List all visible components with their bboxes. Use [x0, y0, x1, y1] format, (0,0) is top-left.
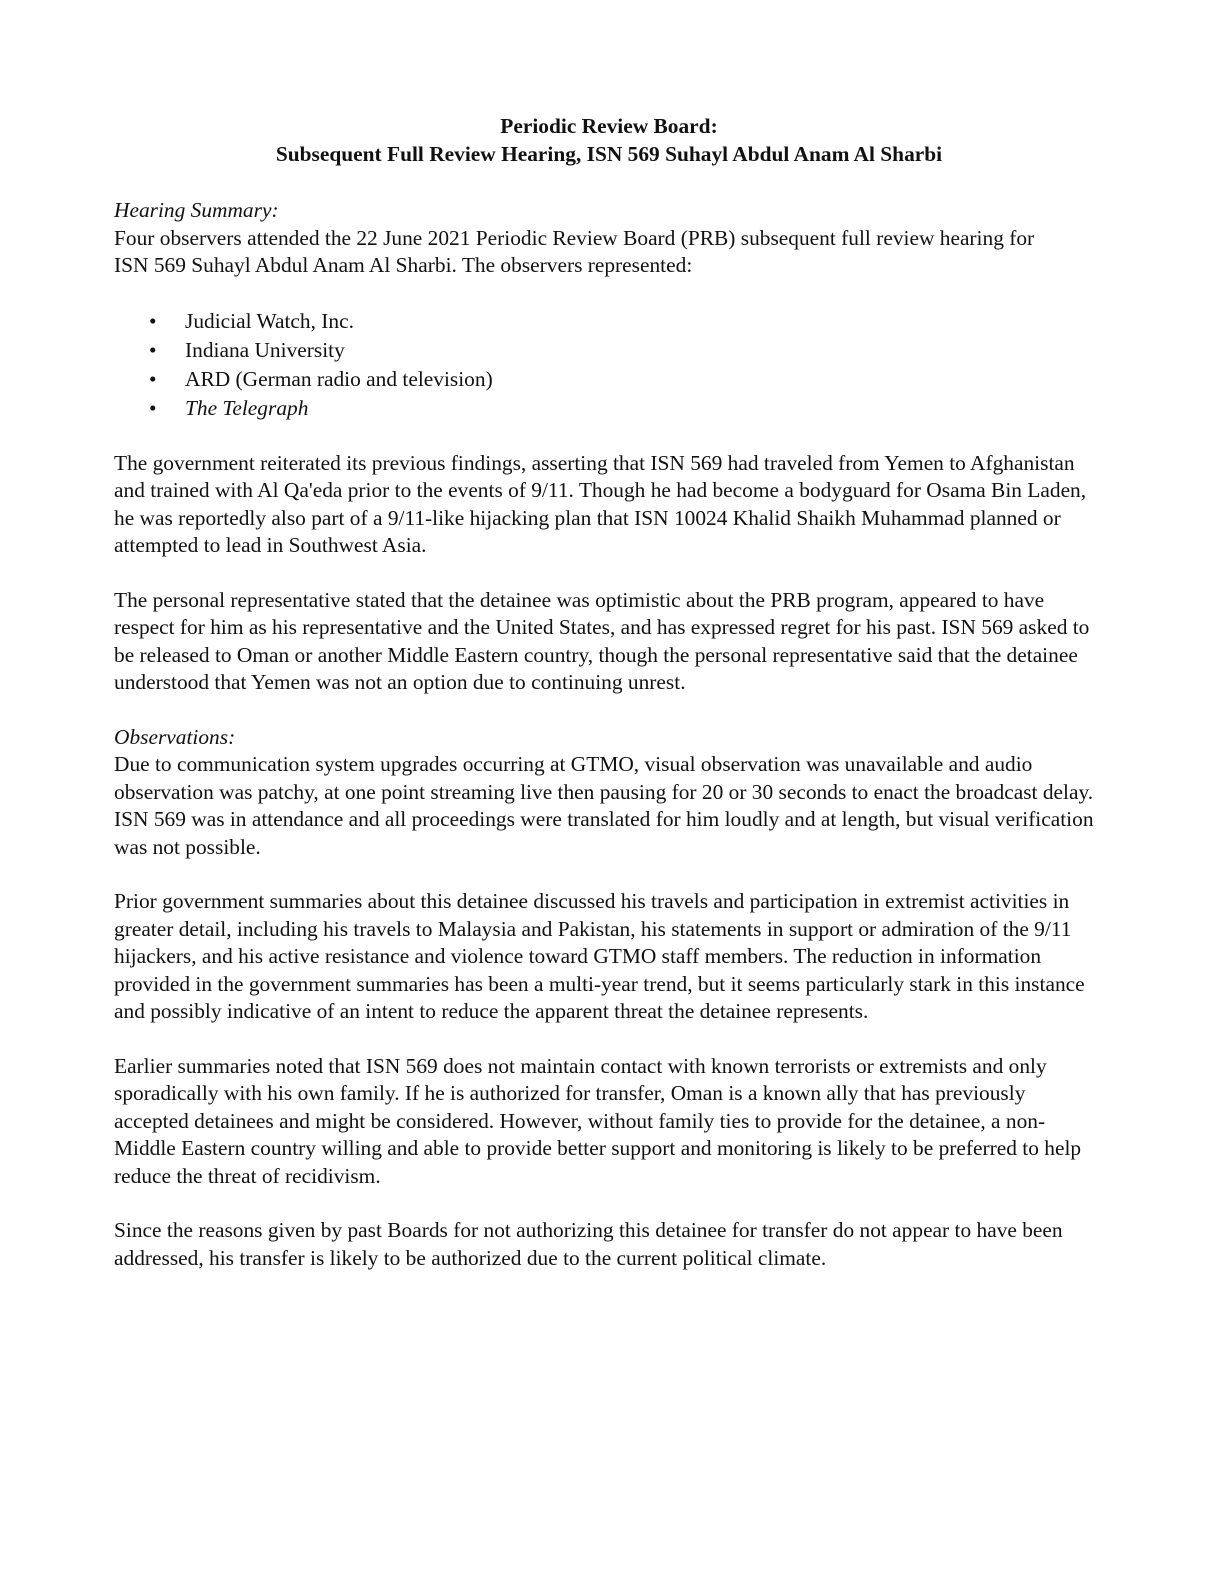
paragraph-personal-representative: The personal representative stated that the detainee was optimistic about the PRB program, appeared to have respect for him as his representative and the United States, and has expressed regret for his past. ISN 569 asked to be released to Oman or another Middle Eastern country, though the personal representative said that the detainee understood that Yemen was not an option due to continuing unrest. [114, 587, 1090, 694]
spacer [114, 423, 1104, 450]
list-item [114, 307, 1104, 336]
observations-label: Observations: [114, 724, 236, 749]
spacer [114, 1026, 1104, 1053]
list-item [114, 394, 1104, 423]
paragraph-earlier-summaries: Earlier summaries noted that ISN 569 does not maintain contact with known terrorists or extremists and only sporadically with his own family. If he is authorized for transfer, Oman is a known ally that has previously accepted detainees and might be considered. However, without family ties to provide for the detainee, a non-Middle Eastern country willing and able to provide better support and monitoring is likely to be preferred to help reduce the threat of recidivism. [114, 1053, 1082, 1188]
spacer [114, 861, 1104, 888]
observer-name: Judicial Watch, Inc. [185, 308, 354, 333]
list-item [114, 365, 1104, 394]
observer-name: The Telegraph [185, 395, 309, 420]
document-title [114, 113, 1104, 168]
spacer [114, 697, 1104, 724]
observations-section [114, 724, 1104, 1273]
title-line-1: Periodic Review Board: [500, 114, 718, 138]
hearing-summary-section [114, 197, 1104, 697]
paragraph-conclusion: Since the reasons given by past Boards for not authorizing this detainee for transfer do not appear to have been addressed, his transfer is likely to be authorized due to the current political climate. [114, 1218, 1063, 1270]
hearing-summary-label: Hearing Summary: [114, 198, 279, 222]
bullet-icon: • [149, 308, 157, 333]
bullet-icon: • [149, 337, 157, 362]
hearing-summary-intro: Four observers attended the 22 June 2021 Periodic Review Board (PRB) subsequent full review hearing for ISN 569 Suhayl Abdul Anam Al Sharbi. The observers represented: [114, 225, 1035, 277]
observer-name: Indiana University [185, 337, 345, 362]
observer-name: ARD (German radio and television) [185, 366, 493, 391]
bullet-icon: • [149, 366, 157, 391]
spacer [114, 168, 1104, 197]
bullet-icon: • [149, 395, 157, 420]
title-line-2: Subsequent Full Review Hearing, ISN 569 Suhayl Abdul Anam Al Sharbi [275, 141, 943, 166]
list-item [114, 336, 1104, 365]
spacer [114, 1190, 1104, 1217]
document-page [114, 113, 1104, 1272]
paragraph-prior-summaries: Prior government summaries about this detainee discussed his travels and participation in extremist activities in greater detail, including his travels to Malaysia and Pakistan, his statements in support or admiration of the 9/11 hijackers, and his active resistance and violence toward GTMO staff members. The reduction in information provided in the government summaries has been a multi-year trend, but it seems particularly stark in this instance and possibly indicative of an intent to reduce the apparent threat the detainee represents. [114, 889, 1085, 1023]
paragraph-communication: Due to communication system upgrades occurring at GTMO, visual observation was unavailable and audio observation was patchy, at one point streaming live then pausing for 20 or 30 seconds to enact the broadcast delay. ISN 569 was in attendance and all proceedings were translated for him loudly and at length, but visual verification was not possible. [114, 752, 1094, 859]
spacer [114, 560, 1104, 587]
paragraph-government-findings: The government reiterated its previous findings, asserting that ISN 569 had traveled from Yemen to Afghanistan and trained with Al Qa'eda prior to the events of 9/11. Though he had become a bodyguard for Osama Bin Laden, he was reportedly also part of a 9/11-like hijacking plan that ISN 10024 Khalid Shaikh Muhammad planned or attempted to lead in Southwest Asia. [114, 450, 1087, 557]
observer-list [114, 307, 1104, 423]
